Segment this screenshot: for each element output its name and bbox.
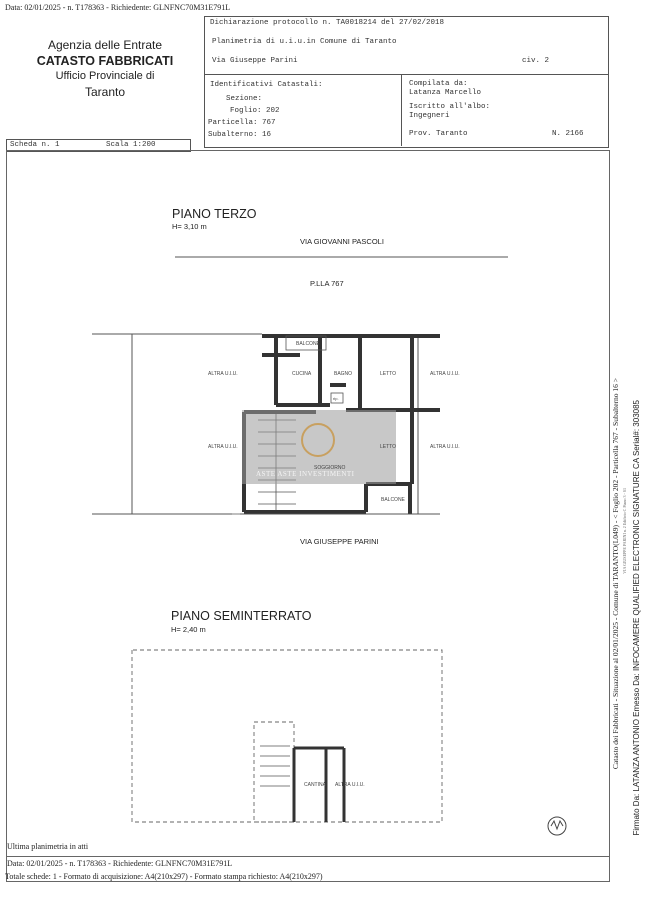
footer-divider — [6, 856, 609, 857]
catasto-title: CATASTO FABBRICATI — [36, 54, 174, 68]
room-balcone-top: BALCONE — [296, 341, 320, 347]
footer-formato: Totale schede: 1 - Formato di acquisizione: A4(210x297) - Formato stampa richiesto: A4(210x297) — [5, 872, 323, 881]
scheda-label: Scheda n. 1 — [10, 141, 60, 149]
room-cantina: CANTINA — [304, 782, 326, 788]
compilata-title: Compilata da: — [409, 80, 468, 88]
agency-name: Agenzia delle Entrate — [47, 38, 163, 52]
footer-stamp: Data: 02/01/2025 - n. T178363 - Richiedente: GLNFNC70M31E791L — [7, 859, 233, 868]
room-soggiorno: SOGGIORNO — [314, 465, 346, 471]
piano-terzo-height: H= 3,10 m — [172, 222, 207, 231]
piano-seminterrato-height: H= 2,40 m — [171, 625, 206, 634]
iscritto-label: Iscritto all'albo: — [409, 103, 491, 111]
room-altra-1: ALTRA U.I.U. — [208, 371, 238, 377]
identificativi-title: Identificativi Catastali: — [210, 81, 323, 89]
particella-value: Particella: 767 — [208, 119, 276, 127]
room-altra-3: ALTRA U.I.U. — [208, 444, 238, 450]
room-altra-4: ALTRA U.I.U. — [430, 444, 460, 450]
side-signature-text: Firmato Da: LATANZA ANTONIO Emesso Da: INFOCAMERE QUALIFIED ELECTRONIC SIGNATURE CA Serial#: 303085 — [632, 400, 641, 836]
civ-number: civ. 2 — [522, 57, 550, 65]
albo-number: N. 2166 — [552, 130, 584, 138]
ufficio-city: Taranto — [84, 85, 126, 99]
room-letto-2: LETTO — [380, 444, 397, 450]
room-altra-seminterrato: ALTRA U.I.U. — [335, 782, 365, 788]
side-catasto-text: Catasto dei Fabbricati - Situazione al 02/01/2025 - Comune di TARANTO(L049) - < Foglio 202 - Particella 767 - Subalterno 16 > — [611, 378, 620, 770]
albo-value: Ingegneri — [409, 112, 450, 120]
subalterno-value: Subalterno: 16 — [208, 131, 272, 139]
piano-terzo-title: PIANO TERZO — [172, 207, 257, 221]
prov-value: Prov. Taranto — [409, 130, 468, 138]
protocol-title: Dichiarazione protocollo n. TA0018214 del 27/02/2018 — [210, 19, 445, 27]
foglio-value: Foglio: 202 — [230, 107, 280, 115]
sezione-label: Sezione: — [226, 95, 263, 103]
room-cucina: CUCINA — [292, 371, 312, 377]
watermark-text: ASTE ASTE INVESTIMENTI — [256, 470, 355, 478]
side-address-text: VIA GIUSEPPE PARINI n. 2 Edificio C Piano 3 - S1 — [622, 488, 627, 574]
top-stamp: Data: 02/01/2025 - n. T178363 - Richiedente: GLNFNC70M31E791L — [5, 3, 231, 12]
room-balcone-bottom: BALCONE — [381, 497, 405, 503]
scale-label: Scala 1:200 — [106, 141, 156, 149]
room-rip: rip. — [333, 396, 339, 401]
ultima-planimetria: Ultima planimetria in atti — [7, 842, 89, 851]
room-letto-1: LETTO — [380, 371, 397, 377]
street-bottom-label: VIA GIUSEPPE PARINI — [300, 537, 379, 546]
address-line: Via Giuseppe Parini — [212, 57, 298, 65]
plla-label: P.LLA 767 — [310, 279, 344, 288]
planimetria-line: Planimetria di u.i.u.in Comune di Taranto — [212, 38, 397, 46]
room-altra-2: ALTRA U.I.U. — [430, 371, 460, 377]
room-bagno: BAGNO — [334, 371, 353, 377]
piano-seminterrato-title: PIANO SEMINTERRATO — [171, 609, 312, 623]
compilata-name: Latanza Marcello — [409, 89, 482, 97]
street-top-label: VIA GIOVANNI PASCOLI — [300, 237, 384, 246]
ufficio-label: Ufficio Provinciale di — [55, 70, 155, 82]
